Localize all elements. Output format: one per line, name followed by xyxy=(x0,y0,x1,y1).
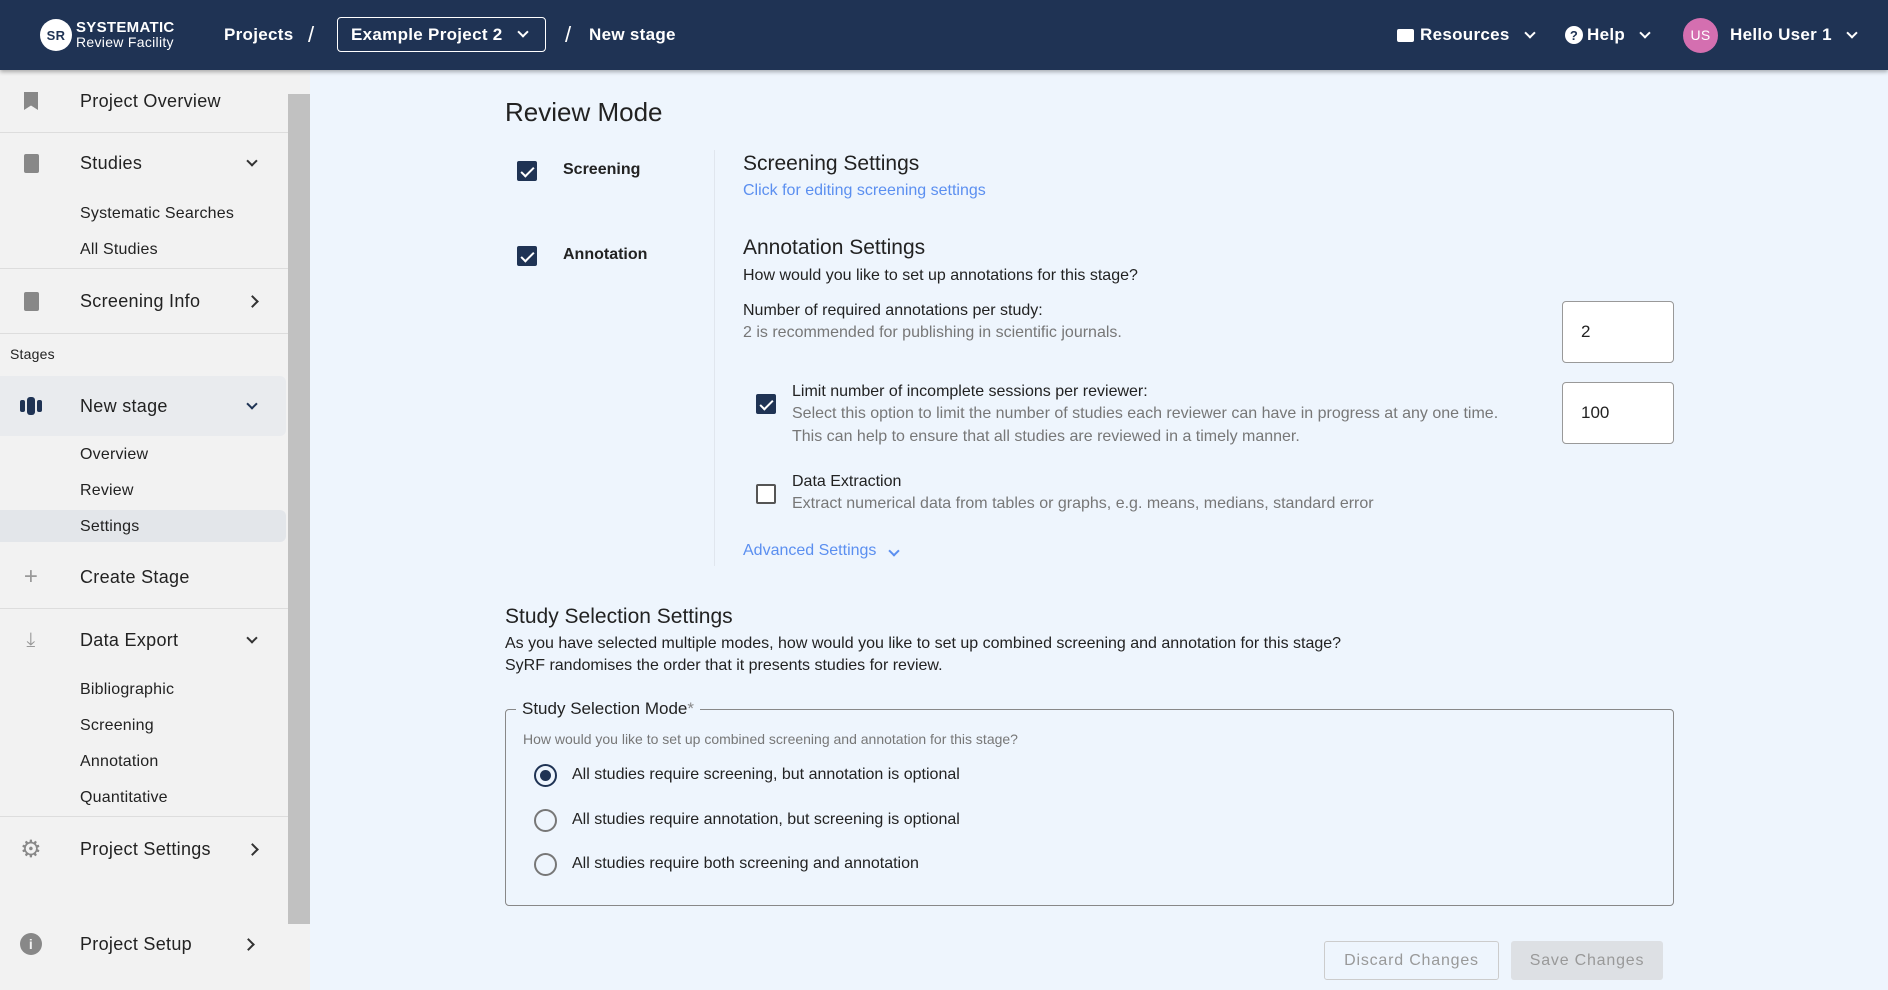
data-extraction-checkbox[interactable] xyxy=(756,484,776,504)
scrollbar-thumb[interactable] xyxy=(288,94,310,924)
sidebar xyxy=(0,70,288,990)
screening-mode-label: Screening xyxy=(563,161,641,178)
sidebar-label: Screening Info xyxy=(80,290,201,311)
help-icon: ? xyxy=(1565,26,1583,44)
info-icon: i xyxy=(20,933,42,955)
logo[interactable] xyxy=(40,0,175,70)
breadcrumb-projects[interactable]: Projects xyxy=(224,25,294,44)
data-extraction-desc: Extract numerical data from tables or graphs, e.g. means, medians, standard error xyxy=(792,495,1374,512)
user-menu[interactable] xyxy=(1683,0,1856,70)
radio-screening-required[interactable] xyxy=(534,764,557,787)
annotation-mode-checkbox[interactable] xyxy=(517,246,537,266)
sidebar-label: New stage xyxy=(80,395,168,416)
radio-both-required[interactable] xyxy=(534,853,557,876)
chevron-down-icon xyxy=(246,632,257,643)
divider xyxy=(714,150,715,566)
document-search-icon xyxy=(20,290,42,312)
limit-sessions-label: Limit number of incomplete sessions per reviewer: xyxy=(792,383,1148,400)
download-icon: ⤓ xyxy=(26,628,36,651)
study-selection-desc: SyRF randomises the order that it presents studies for review. xyxy=(505,657,943,674)
breadcrumb-current: New stage xyxy=(589,25,676,44)
sidebar-item-project-setup[interactable] xyxy=(0,923,286,965)
sidebar-label: Project Setup xyxy=(80,933,192,954)
annotation-question: How would you like to set up annotations for this stage? xyxy=(743,267,1138,284)
chevron-down-icon xyxy=(1639,27,1650,38)
logo-line1: SYSTEMATIC xyxy=(76,19,175,36)
chevron-down-icon xyxy=(889,545,900,556)
divider xyxy=(0,268,288,269)
study-selection-heading: Study Selection Settings xyxy=(505,605,733,628)
radio-label: All studies require both screening and annotation xyxy=(572,855,919,872)
sidebar-item-settings-active[interactable] xyxy=(0,510,286,542)
chevron-right-icon xyxy=(242,938,255,951)
annotation-mode-label: Annotation xyxy=(563,246,648,263)
chevron-down-icon xyxy=(246,398,257,409)
sidebar-label: Project Overview xyxy=(80,90,221,111)
study-selection-help: How would you like to set up combined screening and annotation for this stage? xyxy=(523,731,1018,747)
help-menu[interactable] xyxy=(1565,0,1649,70)
sidebar-item-bibliographic[interactable]: Bibliographic xyxy=(80,681,175,698)
input-value: 2 xyxy=(1581,322,1591,341)
chevron-right-icon xyxy=(246,843,259,856)
breadcrumb-separator: / xyxy=(565,22,572,47)
radio-label: All studies require annotation, but screening is optional xyxy=(572,811,960,828)
document-icon xyxy=(20,152,42,174)
discard-changes-button[interactable]: Discard Changes xyxy=(1324,941,1499,980)
radio-annotation-required[interactable] xyxy=(534,809,557,832)
limit-sessions-desc: This can help to ensure that all studies are reviewed in a timely manner. xyxy=(792,428,1300,445)
sidebar-label: Data Export xyxy=(80,629,179,650)
advanced-settings-label: Advanced Settings xyxy=(743,542,877,559)
logo-mark: SR xyxy=(40,19,72,51)
user-name: Hello User 1 xyxy=(1730,25,1832,44)
resources-menu[interactable] xyxy=(1397,0,1534,70)
avatar: US xyxy=(1683,18,1718,53)
sidebar-item-screening[interactable]: Screening xyxy=(80,717,154,734)
sidebar-item-new-stage[interactable] xyxy=(0,376,286,436)
sidebar-scrollbar[interactable] xyxy=(288,70,310,990)
screening-mode-checkbox[interactable] xyxy=(517,161,537,181)
sidebar-label: Studies xyxy=(80,152,143,173)
gear-icon: ⚙ xyxy=(20,835,42,863)
sidebar-item-create-stage[interactable] xyxy=(0,556,286,598)
breadcrumb-separator: / xyxy=(308,22,315,47)
sidebar-label: Create Stage xyxy=(80,566,190,587)
sidebar-item-project-overview[interactable] xyxy=(0,70,286,132)
sidebar-item-data-export[interactable] xyxy=(0,619,286,661)
project-dropdown[interactable] xyxy=(337,17,546,52)
divider xyxy=(0,816,288,817)
sidebar-item-screening-info[interactable] xyxy=(0,280,286,322)
input-value: 100 xyxy=(1581,403,1610,422)
study-selection-desc: As you have selected multiple modes, how would you like to set up combined screening and annotation for this stage? xyxy=(505,635,1342,652)
advanced-settings-toggle[interactable] xyxy=(743,542,898,560)
sidebar-item-overview[interactable]: Overview xyxy=(80,446,149,463)
limit-sessions-input[interactable] xyxy=(1562,382,1674,444)
help-label: Help xyxy=(1587,25,1626,44)
sidebar-item-studies[interactable] xyxy=(0,142,286,184)
sidebar-label: Project Settings xyxy=(80,838,211,859)
bookmark-icon xyxy=(20,90,42,112)
sidebar-item-project-settings[interactable] xyxy=(0,828,286,870)
limit-sessions-desc: Select this option to limit the number of studies each reviewer can have in progress at any one time. xyxy=(792,405,1499,422)
top-nav xyxy=(0,0,1888,70)
required-annotations-hint: 2 is recommended for publishing in scientific journals. xyxy=(743,324,1122,341)
page-title: Review Mode xyxy=(505,97,663,127)
stages-heading: Stages xyxy=(10,346,55,362)
required-annotations-input[interactable] xyxy=(1562,301,1674,363)
screening-settings-heading: Screening Settings xyxy=(743,152,920,175)
required-annotations-label: Number of required annotations per study: xyxy=(743,302,1043,319)
chevron-right-icon xyxy=(246,295,259,308)
study-selection-legend xyxy=(516,699,700,719)
divider xyxy=(0,608,288,609)
divider xyxy=(0,132,288,133)
sidebar-item-systematic-searches[interactable]: Systematic Searches xyxy=(80,205,235,222)
sidebar-item-settings[interactable]: Settings xyxy=(80,518,140,535)
sidebar-item-all-studies[interactable]: All Studies xyxy=(80,241,158,258)
chevron-down-icon xyxy=(517,26,528,37)
chevron-down-icon xyxy=(246,155,257,166)
project-name: Example Project 2 xyxy=(351,24,503,44)
chevron-down-icon xyxy=(1846,27,1857,38)
legend-text: Study Selection Mode xyxy=(522,699,688,718)
divider xyxy=(0,333,288,334)
screening-settings-link[interactable]: Click for editing screening settings xyxy=(743,182,986,199)
required-mark: * xyxy=(687,699,695,718)
data-extraction-label: Data Extraction xyxy=(792,473,902,490)
radio-label: All studies require screening, but annotation is optional xyxy=(572,766,960,783)
sidebar-item-review[interactable]: Review xyxy=(80,482,134,499)
folder-icon xyxy=(1397,29,1414,42)
limit-sessions-checkbox[interactable] xyxy=(756,394,776,414)
logo-line2: Review Facility xyxy=(76,34,174,50)
sidebar-item-quantitative[interactable]: Quantitative xyxy=(80,789,168,806)
annotation-settings-heading: Annotation Settings xyxy=(743,236,926,259)
save-changes-button[interactable]: Save Changes xyxy=(1511,941,1663,980)
sidebar-item-annotation[interactable]: Annotation xyxy=(80,753,159,770)
stage-carousel-icon xyxy=(20,395,42,417)
resources-label: Resources xyxy=(1420,25,1510,44)
plus-icon: + xyxy=(23,563,39,590)
chevron-down-icon xyxy=(1524,27,1535,38)
